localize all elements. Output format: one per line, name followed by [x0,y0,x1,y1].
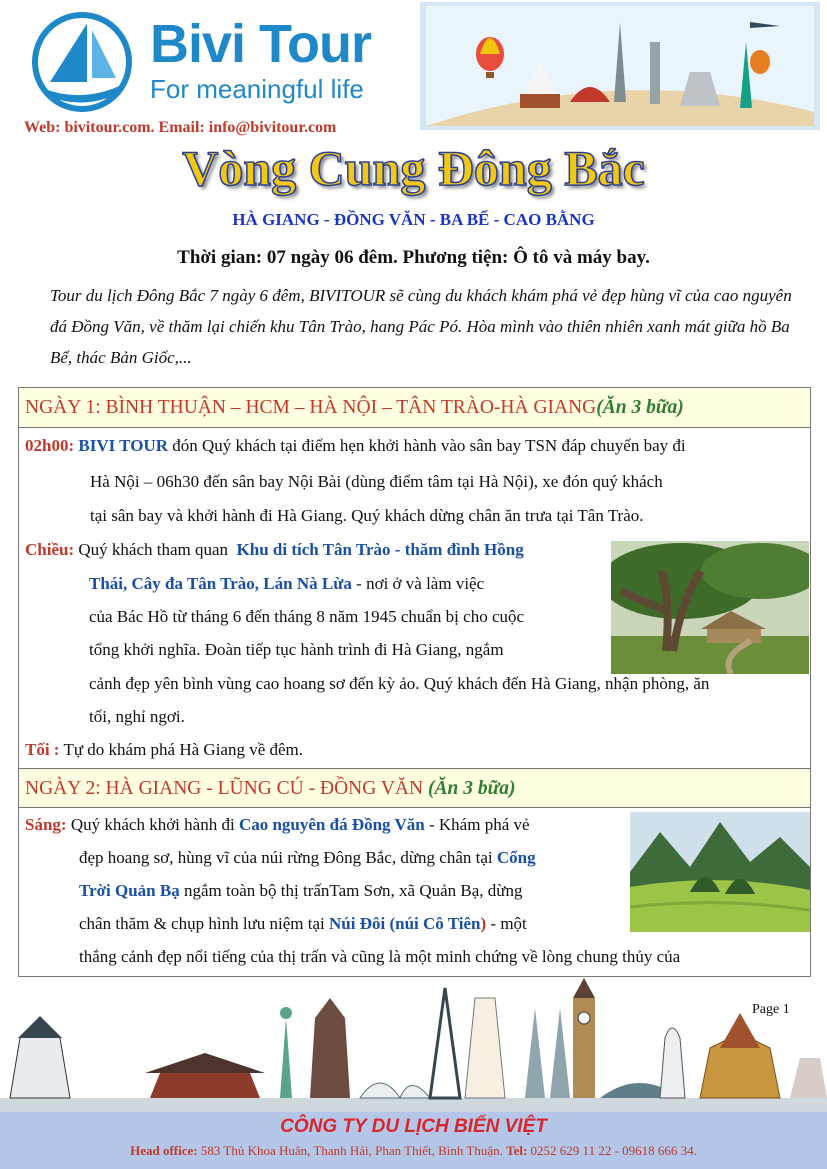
day1-afternoon-line6: tối, nghỉ ngơi. [89,707,185,726]
day1-afternoon-line1 [25,533,524,566]
day1-morning-text1: đón Quý khách tại điểm hẹn khởi hành vào sân bay TSN đáp chuyến bay đi [172,436,686,455]
world-landmarks-skyline [0,978,827,1118]
day2-morning-rest3: ngắm toàn bộ thị trấnTam Sơn, xã Quản Bạ, dừng [183,881,523,900]
brand-slogan: For meaningful life [150,74,364,104]
day2-morning-text4: chân thăm & chụp hình lưu niệm tại [79,914,325,933]
quan-ba-gate-part1: Cổng [496,848,536,867]
day1-heading [19,388,810,428]
day1-afternoon-pre: Quý khách tham quan [78,540,229,559]
brand-name: Bivi Tour [150,14,372,74]
dong-van-plateau: Cao nguyên đá Đồng Văn [238,815,425,834]
tour-title: Vòng Cung Đông Bắc [182,140,645,196]
tour-route: HÀ GIANG - ĐỒNG VĂN - BA BỂ - CAO BẰNG [232,210,595,229]
day2-morning-rest4: - một [490,914,527,933]
tour-duration: Thời gian: 07 ngày 06 đêm. Phương tiện: Ô tô và máy bay. [177,247,650,268]
afternoon-label: Chiều: [25,540,75,559]
day1-meal: (Ăn 3 bữa) [596,397,684,418]
nui-doi-close: ) [480,914,487,933]
contact-line: Web: bivitour.com. Email: info@bivitour.com [24,119,337,136]
phone-label: Tel: [506,1143,528,1158]
day1-time-label: 02h00: [25,436,75,455]
day1-afternoon-line4: tổng khởi nghĩa. Đoàn tiếp tục hành trình đi Hà Giang, ngắm [89,640,504,659]
banyan-tree-photo [611,541,809,674]
nui-doi-place: Núi Đôi (núi Cô Tiên [329,914,481,933]
bivi-tour-logo [28,12,136,112]
day2-morning-line4 [79,907,527,940]
day1-afternoon-rest: - nơi ở và làm việc [356,574,485,593]
day2-morning-pre: Quý khách khởi hành đi [70,815,235,834]
day2-meal: (Ăn 3 bữa) [427,778,516,799]
evening-label: Tối : [25,740,60,759]
day1-afternoon-line5: cảnh đẹp yên bình vùng cao hoang sơ đến kỳ ảo. Quý khách đến Hà Giang, nhận phòng, ăn [89,674,710,693]
day2-morning-line3 [79,874,523,907]
quan-ba-valley-photo [630,812,810,932]
day2-heading [19,768,810,808]
day1-morning-line1 [25,429,686,462]
address-label: Head office: [130,1143,198,1158]
bivi-tour-inline: BIVI TOUR [78,436,168,455]
day1-morning-line3: tại sân bay và khởi hành đi Hà Giang. Quý khách dừng chân ăn trưa tại Tân Trào. [90,506,644,525]
day1-heading-text: NGÀY 1: BÌNH THUẬN – HCM – HÀ NỘI – TÂN TRÀO-HÀ GIANG [25,397,597,418]
day2-morning-line2 [79,841,536,874]
quan-ba-gate-part2: Trời Quản Bạ [79,881,180,900]
morning-label: Sáng: [25,815,67,834]
day1-afternoon-line3: của Bác Hồ từ tháng 6 đến tháng 8 năm 1945 chuẩn bị cho cuộc [89,607,525,626]
day2-morning-line5: thắng cảnh đẹp nổi tiếng của thị trấn và cũng là một minh chứng về lòng chung thủy của [79,947,681,966]
page-number: Page 1 [752,1002,790,1017]
day2-morning-text2: đẹp hoang sơ, hùng vĩ của núi rừng Đông Bắc, dừng chân tại [79,848,493,867]
address-text: 583 Thủ Khoa Huân, Thanh Hải, Phan Thiết, Bình Thuận. [200,1143,503,1158]
company-address [0,1142,827,1160]
day2-morning-rest1: - Khám phá vẻ [428,815,530,834]
day1-morning-line2: Hà Nội – 06h30 đến sân bay Nội Bài (dùng điểm tâm tại Hà Nội), xe đón quý khách [90,472,663,491]
day2-morning-line1 [25,808,530,841]
company-name: CÔNG TY DU LỊCH BIỂN VIỆT [280,1116,547,1137]
tan-trao-places-cont: Thái, Cây đa Tân Trào, Lán Nà Lừa [89,574,352,593]
day1-afternoon-line2 [89,567,484,600]
day1-evening-line [25,733,303,766]
phone-number: 0252 629 11 22 - 09618 666 34. [530,1143,697,1158]
day1-evening-text: Tự do khám phá Hà Giang về đêm. [63,740,304,759]
tan-trao-place: Khu di tích Tân Trào - thăm đình Hồng [236,540,524,559]
tour-intro: Tour du lịch Đông Bắc 7 ngày 6 đêm, BIVITOUR sẽ cùng du khách khám phá vẻ đẹp hùng vĩ của cao nguyên đá Đồng Văn, về thăm lại chiến khu Tân Trào, hang Pác Pó. Hòa mình vào thiên nhiên xanh mát giữa hồ Ba Bể, thác Bản Giốc,... [50,286,792,367]
day2-heading-text: NGÀY 2: HÀ GIANG - LŨNG CÚ - ĐỒNG VĂN [25,778,424,799]
travel-landmarks-banner [420,2,820,130]
